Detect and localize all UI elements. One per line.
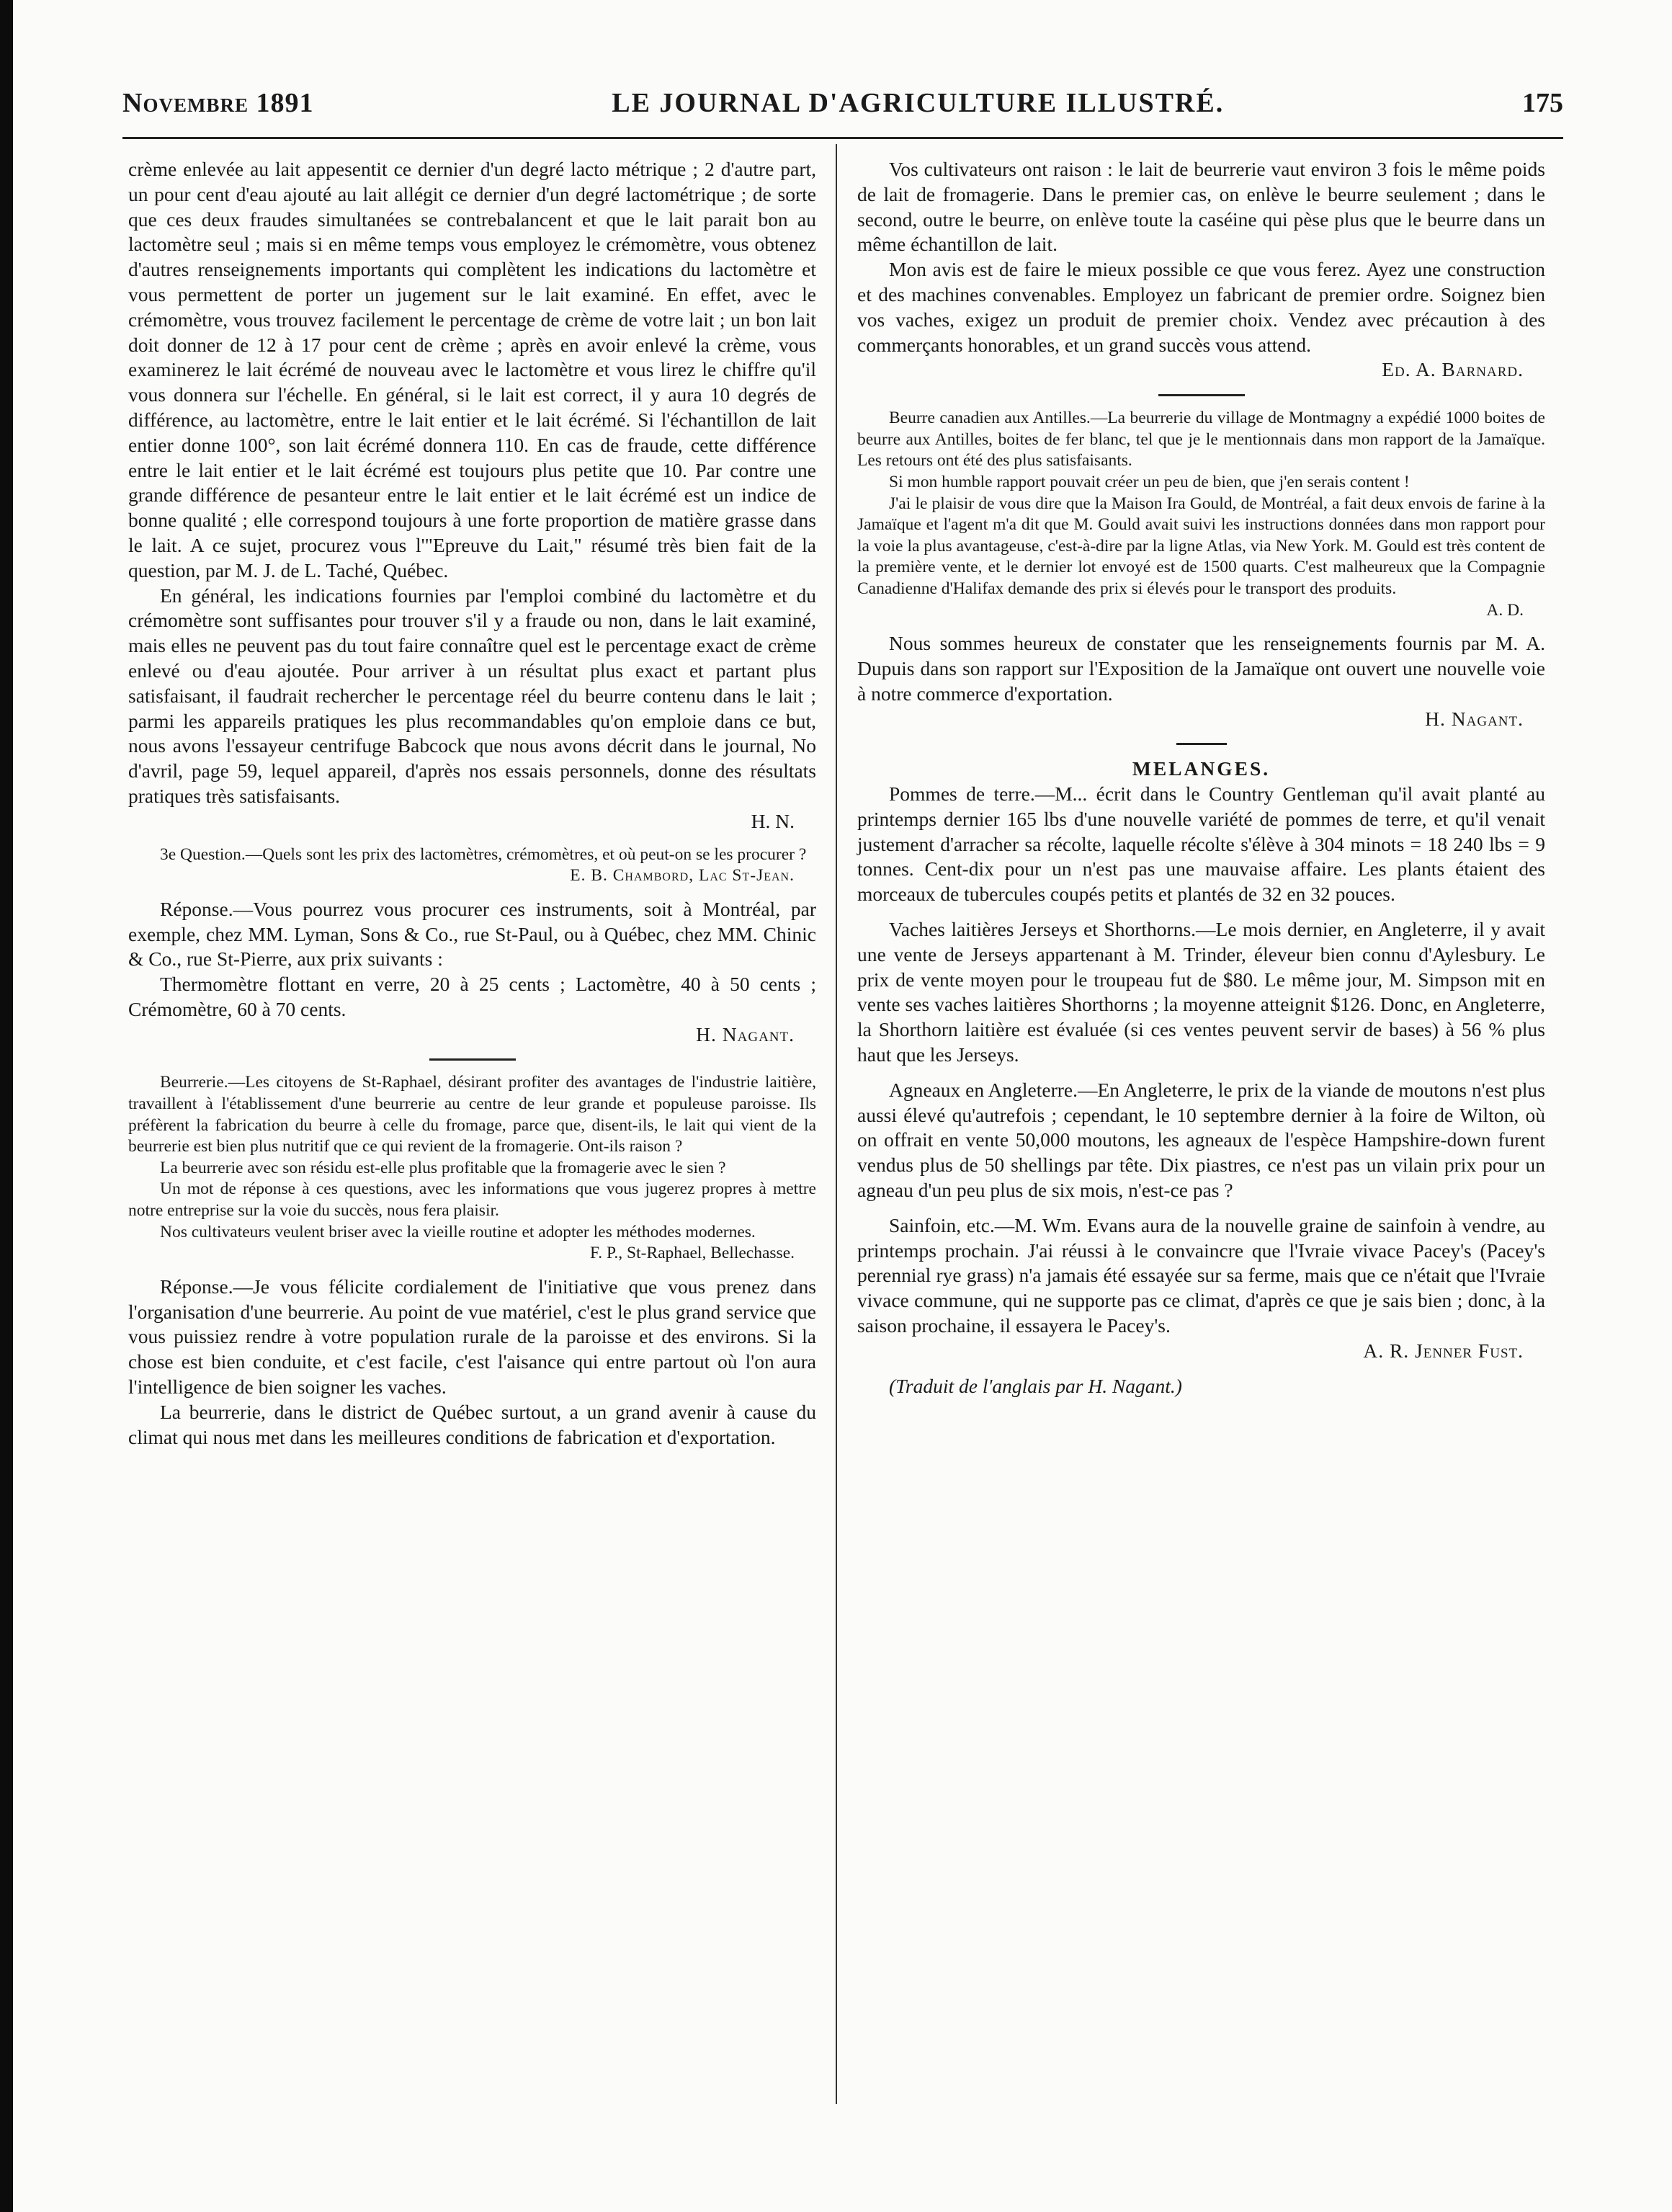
melanges-heading: MELANGES. [1132, 757, 1271, 780]
beurrerie-letter-signature: F. P., St-Raphael, Bellechasse. [590, 1244, 795, 1263]
left-paragraph-2: En général, les indications fournies par l'emploi combiné du lactomètre et du crémomètre sont suffisantes pour trouver s'il y a fraude ou non, dans le lait examiné, mais elles ne peuvent pas du tout faire connaître quel est le percentage exact de crème enlevé ou d'eau ajoutée. Pour arriver à un résultat plus exact et partant plus satisfaisant, il faudrait rechercher le percentage réel du beurre contenu dans le lait ; parmi les appareils pratiques les plus recommandables qu'on emploie dans ce but, nous avons l'essayeur centrifuge Babcock que nous avons décrit dans le journal, No d'avril, page 59, lequel appareil, d'après nos essais personnels, donne des résultats pratiques très satisfaisants. [128, 584, 816, 807]
answer-3-signature: H. Nagant. [696, 1022, 795, 1045]
melanges-pommes-de-terre: Pommes de terre.—M... écrit dans le Country Gentleman qu'il avait planté au printemps dernier 165 lbs d'une nouvelle variété de pommes de terre, et qu'il venait justement d'arracher sa récolte, laquelle récolte s'élève à 304 minots = 18 240 lbs = 9 tonnes. Cent-dix pour un n'est pas une mauvaise affaire. Les plants étaient des morceaux de tubercules coupés petits et plantés de 32 en 32 pouces. [857, 782, 1545, 906]
beurre-canadien-signature: A. D. [1486, 600, 1524, 620]
right-paragraph-1: Vos cultivateurs ont raison : le lait de beurrerie vaut environ 3 fois le même poids de lait de fromagerie. Dans le premier cas, on enlève le beurre seulement ; dans le second, outre le beurre, on enlève toute la caséine qui pèse plus que le beurre dans un même échantillon de lait. [857, 158, 1545, 256]
page-spine-shadow [0, 0, 13, 2212]
melanges-sainfoin: Sainfoin, etc.—M. Wm. Evans aura de la nouvelle graine de sainfoin à vendre, au printemps prochain. J'ai réussi à le convaincre que l'Ivraie vivace Pacey's (Pacey's perennial rye grass) n'a jamais été essayée sur sa ferme, mais que ce n'était que l'Ivraie vivace commune, qui ne supporte pas ce climat, d'après ce que je sais bien ; donc, à la saison prochaine, il essayera le Pacey's. [857, 1213, 1545, 1337]
beurrerie-letter-4: Nos cultivateurs veulent briser avec la vieille routine et adopter les méthodes modernes. [160, 1222, 756, 1241]
melanges-vaches-laitieres: Vaches laitières Jerseys et Shorthorns.—Le mois dernier, en Angleterre, il y avait une vente de Jerseys appartenant à M. Trinder, éleveur bien connu d'Aylesbury. Le prix de vente moyen pour le troupeau fut de $80. Le même jour, M. Simpson mit en vente ses vaches laitières Shorthorns ; la moyenne atteignit $126. Donc, en Angleterre, la Shorthorn laitière est évaluée (si ces ventes peuvent servir de bases) à 56 % plus haut que les Jerseys. [857, 918, 1545, 1066]
question-3: 3e Question.—Quels sont les prix des lactomètres, crémomètres, et où peut-on se les procurer ? [160, 844, 807, 864]
right-paragraph-2: Mon avis est de faire le mieux possible ce que vous ferez. Ayez une construction et des machines convenables. Employez un fabricant de premier ordre. Soignez bien vos vaches, exigez un produit de premier choix. Vendez avec précaution à des commerçants honorables, et un grand succès vous attend. [857, 258, 1545, 356]
section-separator [1158, 394, 1245, 396]
running-header [122, 78, 1563, 128]
reponse-paragraph-1: Réponse.—Je vous félicite cordialement de l'initiative que vous prenez dans l'organisation d'une beurrerie. Au point de vue matériel, c'est le plus grand service que vous puissiez rendre à votre population rurale de la paroisse et des environs. Si la chose est bien conduite, et c'est facile, c'est l'aisance qui entre partout où l'on aura l'intelligence de bien soigner les vaches. [128, 1275, 816, 1399]
answer-3: Réponse.—Vous pourrez vous procurer ces instruments, soit à Montréal, par exemple, chez MM. Lyman, Sons & Co., rue St-Paul, ou à Québec, chez MM. Chinic & Co., rue St-Pierre, aux prix suivants : [128, 897, 816, 971]
beurre-canadien-1: Beurre canadien aux Antilles.—La beurrerie du village de Montmagny a expédié 1000 boites de beurre aux Antilles, boites de fer blanc, tel que je le mentionnais dans mon rapport de la Jamaïque. Les retours ont été des plus satisfaisants. [857, 409, 1545, 471]
question-3-signature: E. B. Chambord, Lac St-Jean. [570, 866, 795, 886]
translation-note: (Traduit de l'anglais par H. Nagant.) [889, 1374, 1182, 1397]
journal-title: LE JOURNAL D'AGRICULTURE ILLUSTRÉ. [612, 88, 1225, 118]
melanges-agneaux: Agneaux en Angleterre.—En Angleterre, le prix de la viande de moutons n'est plus aussi élevé qu'autrefois ; cependant, le 10 septembre dernier à la foire de Wilton, où on offrait en vente 50,000 moutons, les agneaux de l'espèce Hampshire-down furent vendus plus de 50 shellings par tête. Dix piastres, ce n'est pas un vilain prix pour un agneau d'un peu plus de six mois, n'est-ce pas ? [857, 1078, 1545, 1202]
beurrerie-letter-2: La beurrerie avec son résidu est-elle plus profitable que la fromagerie avec le sien ? [160, 1158, 726, 1177]
beurrerie-letter-1: Beurrerie.—Les citoyens de St-Raphael, désirant profiter des avantages de l'industrie laitière, travaillent à l'établissement d'une beurrerie au centre de leur grande et populeuse paroisse. Ils préfèrent la fabrication du beurre à celle du fromage, parce que, disent-ils, le lait qui vient de la beurrerie est bien plus nutritif que ce qui revient de la fromagerie. Ont-ils raison ? [128, 1073, 816, 1156]
jenner-fust-signature: A. R. Jenner Fust. [1363, 1339, 1524, 1362]
beurrerie-letter-3: Un mot de réponse à ces questions, avec les informations que vous jugerez propres à mettre notre entreprise sur la voie du succès, nous fera plaisir. [128, 1179, 816, 1221]
header-date: Novembre 1891 [122, 88, 314, 118]
page-number: 175 [1522, 88, 1563, 118]
left-signature-hn: H. N. [751, 809, 795, 832]
section-separator [429, 1058, 516, 1061]
price-list: Thermomètre flottant en verre, 20 à 25 cents ; Lactomètre, 40 à 50 cents ; Crémomètre, 60 à 70 cents. [128, 973, 816, 1020]
right-paragraph-3: Nous sommes heureux de constater que les renseignements fournis par M. A. Dupuis dans son rapport sur l'Exposition de la Jamaïque ont ouvert une nouvelle voie à notre commerce d'exportation. [857, 632, 1545, 705]
section-separator [1176, 743, 1227, 745]
barnard-signature: Ed. A. Barnard. [1382, 358, 1524, 381]
column-divider [836, 144, 837, 2104]
nagant-signature: H. Nagant. [1425, 707, 1524, 730]
left-paragraph-1: crème enlevée au lait appesentit ce dernier d'un degré lacto métrique ; 2 d'autre part, un pour cent d'eau ajouté au lait allégit ce dernier d'un degré lactométrique ; de sorte que ces deux fraudes simultanées se contrebalancent et que le lait parait bon au lactomètre seul ; mais si en même temps vous employez le crémomètre, vous obtenez d'autres renseignements importants qui complètent les indications du lactomètre et vous permettent de porter un jugement sur le lait examiné. En effet, avec le crémomètre, vous trouvez facilement le percentage de crème de votre lait ; un bon lait doit donner de 12 à 17 pour cent de crème ; après en avoir enlevé la crème, vous examinerez le lait écrémé de nouveau avec le lactomètre et vous lirez le chiffre qu'il vous donnera sur l'échelle. En général, si le lait est correct, il y aura 10 degrés de différence, au lactomètre, entre le lait entier et le lait écrémé. Si l'échantillon de lait entier donne 100°, son lait écrémé donnera 110. En cas de fraude, cette différence entre le lait entier et le lait écrémé est toujours plus petite que 10. Par contre une grande différence de pesanteur entre le lait entier et le lait écrémé est un indice de bonne qualité ; elle correspond toujours à une forte proportion de matière grasse dans le lait. A ce sujet, procurez vous l'"Epreuve du Lait," résumé très bien fait de la question, par M. J. de L. Taché, Québec. [128, 158, 816, 581]
beurre-canadien-2: Si mon humble rapport pouvait créer un peu de bien, que j'en serais content ! [889, 472, 1410, 491]
reponse-paragraph-2: La beurrerie, dans le district de Québec surtout, a un grand avenir à cause du climat qui nous met dans les meilleures conditions de fabrication et d'exportation. [128, 1400, 816, 1448]
beurre-canadien-3: J'ai le plaisir de vous dire que la Maison Ira Gould, de Montréal, a fait deux envois de farine à la Jamaïque et l'agent m'a dit que M. Gould avait suivi les instructions données dans mon rapport pour la voie la plus avantageuse, c'est-à-dire par la ligne Atlas, via New York. M. Gould est très content de la première vente, et le dernier lot envoyé est de 1500 quarts. C'est malheureux que la Compagnie Canadienne d'Halifax demande des prix si élevés pour le transport des produits. [857, 494, 1545, 598]
right-column [857, 157, 1545, 1399]
left-column [128, 157, 816, 1450]
header-rule [122, 137, 1563, 139]
